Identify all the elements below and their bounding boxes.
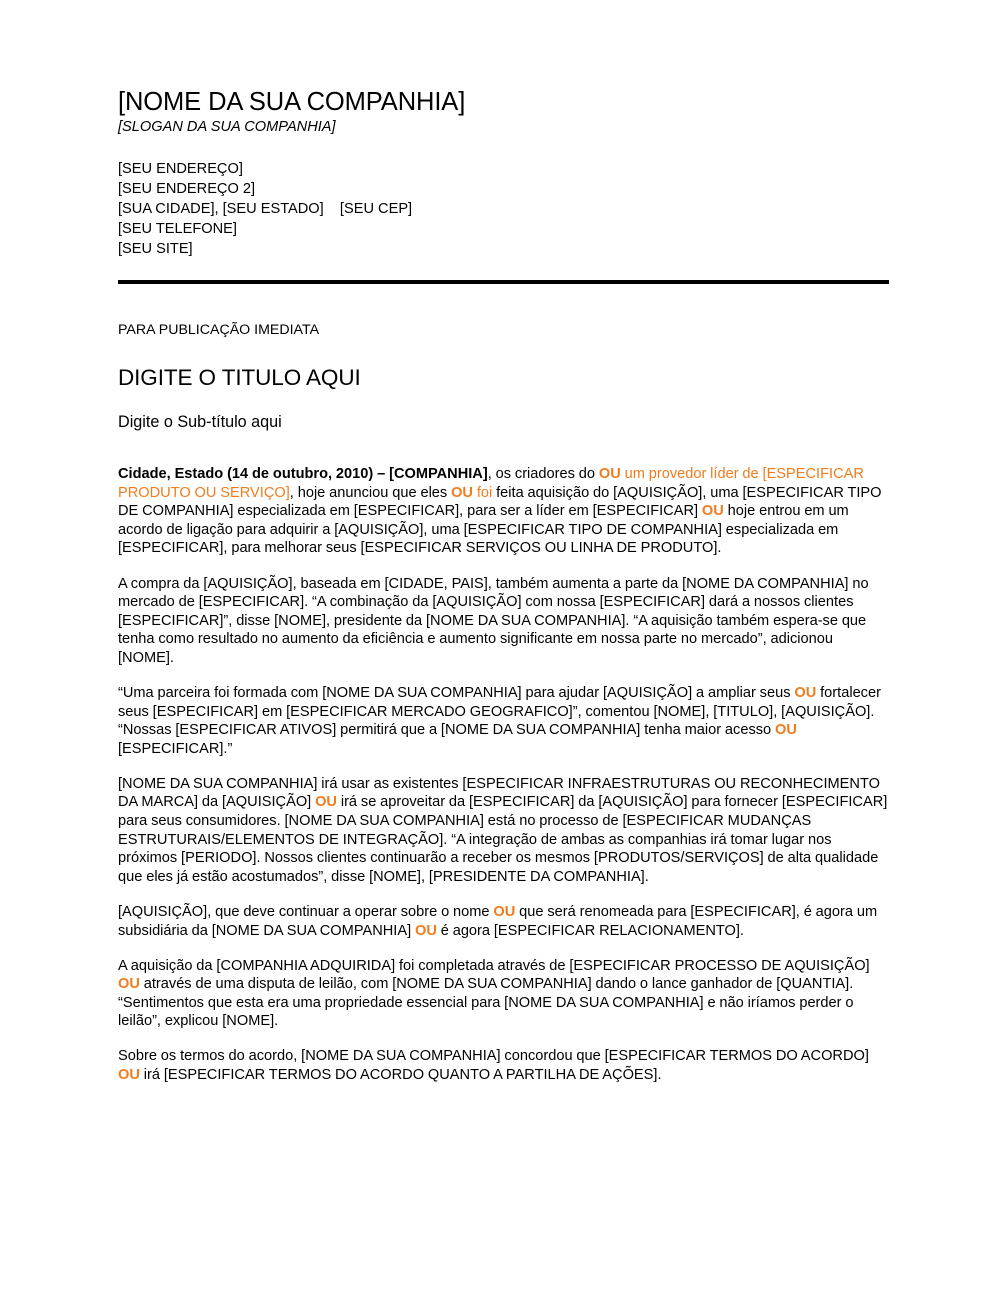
body-copy xyxy=(118,465,890,1085)
paragraph-1-segment-3: feita aquisição do [AQUISIÇÃO], uma [ESPECIFICAR TIPO DE COMPANHIA] especializada em [ESPECIFICAR], para ser a líder em [ESPECIFICAR] xyxy=(118,484,882,520)
paragraph-3-segment-1: “Uma parceira foi formada com [NOME DA SUA COMPANHIA] para ajudar [AQUISIÇÃO] a ampliar seus xyxy=(118,684,795,701)
paragraph-7-or-marker-1: OU xyxy=(118,1067,140,1084)
paragraph-7 xyxy=(118,1047,890,1084)
paragraph-6-segment-2: através de uma disputa de leilão, com [NOME DA SUA COMPANHIA] dando o lance ganhador de [QUANTIA]. “Sentimentos que esta era uma propriedade essencial para [NOME DA SUA COMPANHIA] e não iríamos perder o leilão”, explicou [NOME]. xyxy=(118,976,854,1030)
paragraph-1 xyxy=(118,465,890,558)
page-subtitle: Digite o Sub-título aqui xyxy=(118,412,282,431)
address-line-phone: [SEU TELEFONE] xyxy=(118,221,237,238)
paragraph-4-segment-1: [NOME DA SUA COMPANHIA] irá usar as existentes [ESPECIFICAR INFRAESTRUTURAS OU RECONHECIMENTO DA MARCA] da [AQUISIÇÃO] xyxy=(118,775,880,811)
paragraph-5-segment-2: que será renomeada para [ESPECIFICAR], é agora um subsidiária da [NOME DA SUA COMPANHIA] xyxy=(118,903,878,939)
paragraph-4-or-marker-1: OU xyxy=(315,794,337,811)
company-name: [NOME DA SUA COMPANHIA] xyxy=(118,88,466,116)
paragraph-1-segment-1: , os criadores do xyxy=(487,466,599,483)
release-notice: PARA PUBLICAÇÃO IMEDIATA xyxy=(118,322,320,339)
paragraph-3-segment-2: fortalecer seus [ESPECIFICAR] em [ESPECIFICAR MERCADO GEOGRAFICO]”, comentou [NOME], [TITULO], [AQUISIÇÃO]. “Nossas [ESPECIFICAR ATIVOS] permitirá que a [NOME DA SUA COMPANHIA] tenha maior acesso xyxy=(118,684,881,739)
paragraph-3-segment-3: [ESPECIFICAR].” xyxy=(118,740,233,757)
paragraph-3 xyxy=(118,684,890,758)
address-line-website: [SEU SITE] xyxy=(118,241,193,258)
paragraph-3-or-marker-2: OU xyxy=(775,722,797,739)
paragraph-5-segment-1: [AQUISIÇÃO], que deve continuar a operar sobre o nome xyxy=(118,903,494,920)
company-slogan: [SLOGAN DA SUA COMPANHIA] xyxy=(118,119,336,136)
letterhead xyxy=(118,0,890,259)
paragraph-1-alternative-2: foi xyxy=(472,484,493,501)
address-block xyxy=(118,159,890,259)
paragraph-1-or-marker-1: OU xyxy=(598,466,621,483)
paragraph-6-segment-1: A aquisição da [COMPANHIA ADQUIRIDA] foi completada através de [ESPECIFICAR PROCESSO DE AQUISIÇÃO] xyxy=(118,957,870,974)
paragraph-1-or-marker-2: OU xyxy=(451,484,473,501)
paragraph-5 xyxy=(118,903,890,940)
paragraph-2-text: A compra da [AQUISIÇÃO], baseada em [CIDADE, PAIS], também aumenta a parte da [NOME DA COMPANHIA] no mercado de [ESPECIFICAR]. “A combinação da [AQUISIÇÃO] com nossa [ESPECIFICAR] dará a nossos clientes [ESPECIFICAR]”, disse [NOME], presidente da [NOME DA SUA COMPANHIA]. “A aquisição também espera-se que tenha como resultado no aumento da eficiência e aumento significante em nossa parte no mercado”, adicionou [NOME]. xyxy=(118,575,869,666)
paragraph-1-dateline: Cidade, Estado (14 de outubro, 2010) – [COMPANHIA] xyxy=(118,466,488,483)
address-line-city-state-zip: [SUA CIDADE], [SEU ESTADO] [SEU CEP] xyxy=(118,201,413,218)
paragraph-1-segment-2: , hoje anunciou que eles xyxy=(289,484,452,501)
page-title: DIGITE O TITULO AQUI xyxy=(118,364,361,390)
header-divider-wrapper xyxy=(118,280,890,294)
paragraph-1-segment-4: hoje entrou em um acordo de ligação para adquirir a [AQUISIÇÃO], uma [ESPECIFICAR TIPO DE COMPANHIA] especializada em [ESPECIFICAR], para melhorar seus [ESPECIFICAR SERVIÇOS OU LINHA DE PRODUTO]. xyxy=(118,503,849,557)
paragraph-1-or-marker-3: OU xyxy=(701,503,724,520)
paragraph-4 xyxy=(118,775,890,887)
paragraph-4-segment-2: irá se aproveitar da [ESPECIFICAR] da [AQUISIÇÃO] para fornecer [ESPECIFICAR] para seus consumidores. [NOME DA SUA COMPANHIA] está no processo de [ESPECIFICAR MUDANÇAS ESTRUTURAIS/ELEMENTOS DE INTEGRAÇÃO]. “A integração de ambas as companhias irá tomar lugar nos próximos [PERIODO]. Nossos clientes continuarão a receber os mesmos [PRODUTOS/SERVIÇOS] de alta qualidade que eles já estão acostumados”, disse [NOME], [PRESIDENTE DA COMPANHIA]. xyxy=(118,794,888,885)
paragraph-6 xyxy=(118,957,890,1031)
address-line-street: [SEU ENDEREÇO] xyxy=(118,161,243,178)
paragraph-3-or-marker-1: OU xyxy=(794,684,817,701)
paragraph-7-segment-2: irá [ESPECIFICAR TERMOS DO ACORDO QUANTO A PARTILHA DE AÇÕES]. xyxy=(139,1067,662,1084)
paragraph-7-segment-1: Sobre os termos do acordo, [NOME DA SUA COMPANHIA] concordou que [ESPECIFICAR TERMOS DO ACORDO] xyxy=(118,1048,869,1065)
paragraph-5-segment-3: é agora [ESPECIFICAR RELACIONAMENTO]. xyxy=(436,922,744,939)
paragraph-5-or-marker-2: OU xyxy=(414,922,437,939)
address-line-street-2: [SEU ENDEREÇO 2] xyxy=(118,181,256,198)
header-divider-rule xyxy=(118,280,889,284)
paragraph-2 xyxy=(118,575,890,668)
document-content-column xyxy=(118,0,890,1085)
paragraph-5-or-marker-1: OU xyxy=(493,903,516,920)
paragraph-6-or-marker-1: OU xyxy=(118,976,140,993)
paragraph-1-alternative-1: um provedor líder de [ESPECIFICAR PRODUTO OU SERVIÇO] xyxy=(118,466,864,501)
title-block xyxy=(118,321,890,432)
